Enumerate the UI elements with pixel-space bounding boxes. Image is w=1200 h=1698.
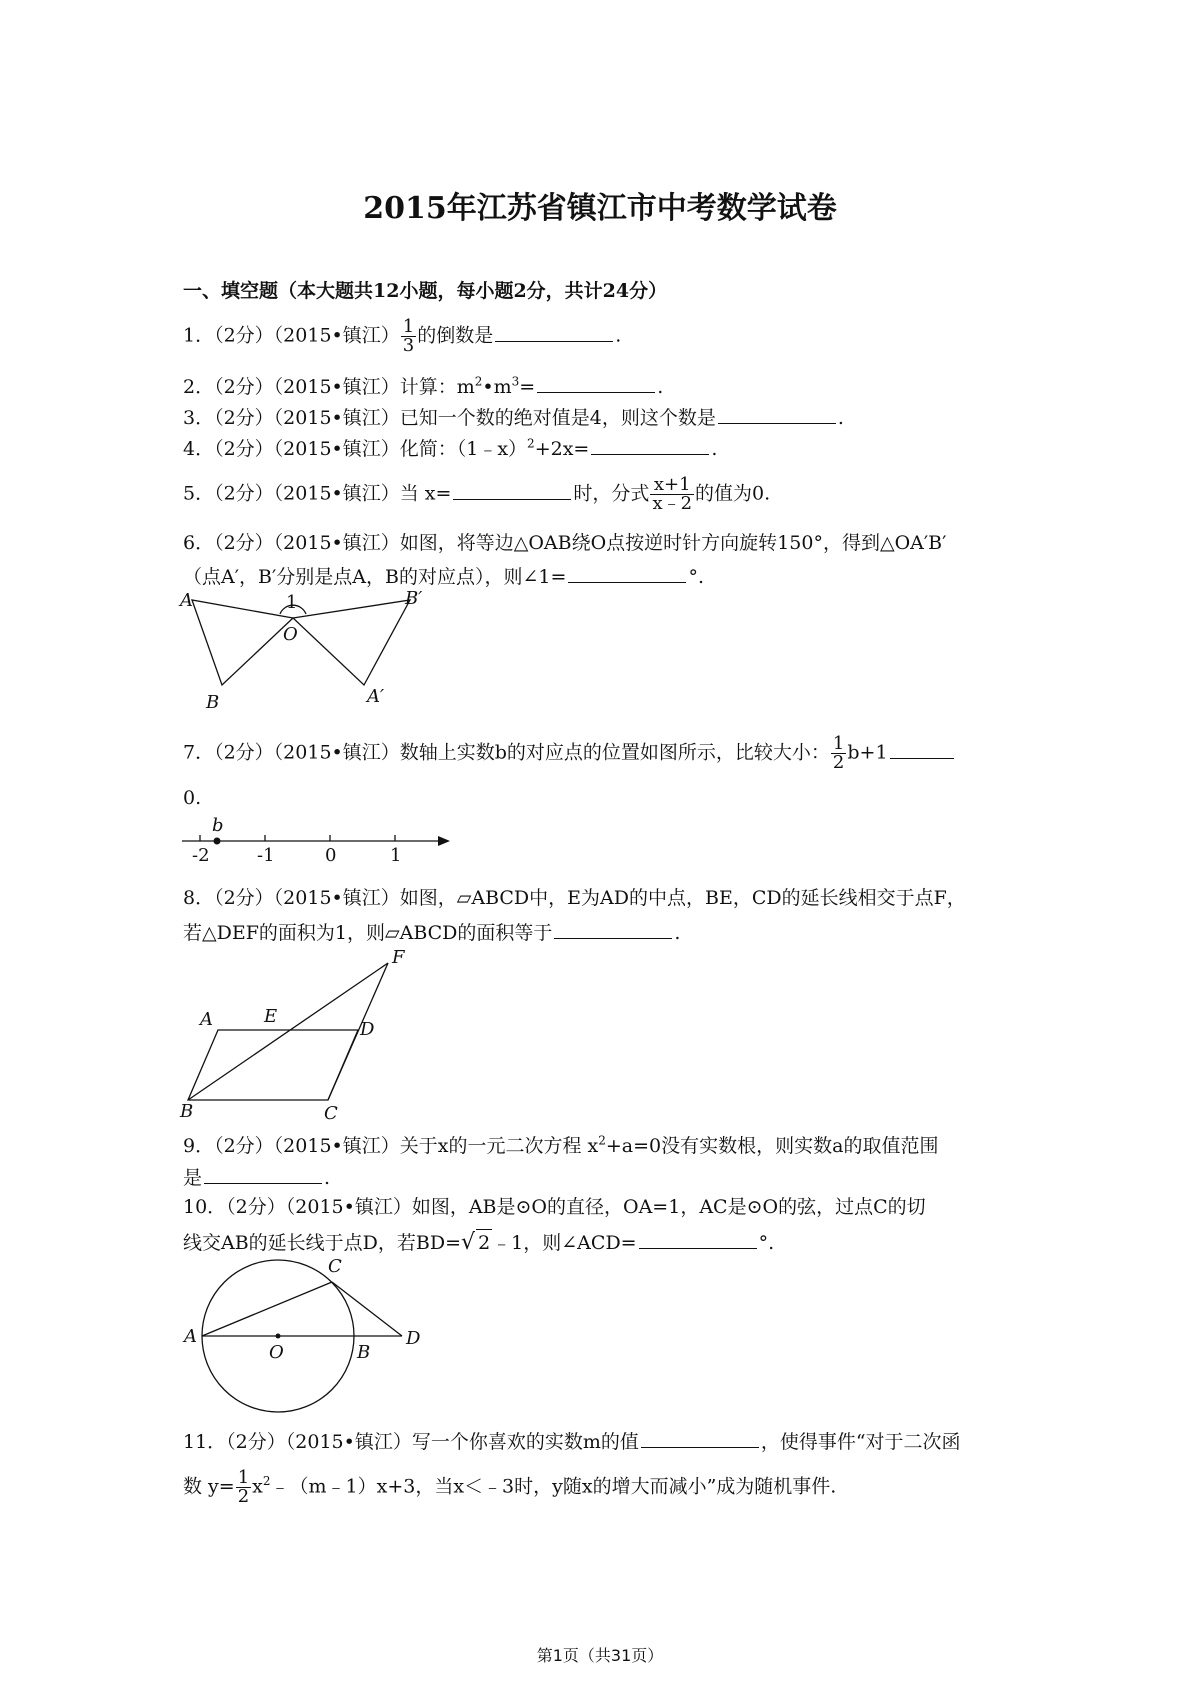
q2-mid: •m — [482, 376, 512, 398]
q4-exp: 2 — [527, 436, 535, 451]
question-9 — [183, 1133, 938, 1159]
label-A-prime: A′ — [367, 686, 385, 707]
q9-text: +a=0没有实数根，则实数a的取值范围 — [605, 1135, 939, 1157]
q11-fraction-den: 2 — [237, 1486, 250, 1507]
label-b: b — [212, 815, 224, 836]
point-b — [214, 838, 221, 845]
q11-x: x — [252, 1475, 263, 1498]
question-6-line-1: 6．（2分）（2015•镇江）如图，将等边△OAB绕O点按逆时针方向旋转150°，得到△OA′B′ — [183, 532, 947, 554]
page-footer: 第1页（共31页） — [536, 1646, 664, 1665]
tick-label-0: 0 — [325, 845, 337, 866]
q11-line2-pre: 数 y= — [183, 1475, 235, 1498]
q10-radicand: 2 — [476, 1229, 492, 1256]
center-point — [276, 1334, 281, 1339]
q2-text: = — [519, 376, 536, 398]
q4-answer-blank[interactable] — [591, 434, 709, 455]
tick-label-neg2: -2 — [192, 845, 210, 866]
q4-end: . — [711, 438, 718, 460]
question-4 — [183, 434, 717, 462]
q8-line2-text: 若△DEF的面积为1，则▱ABCD的面积等于 — [183, 922, 553, 944]
q7-answer-blank[interactable] — [890, 738, 954, 759]
page-title: 2015年江苏省镇江市中考数学试卷 — [363, 191, 837, 226]
q11-line1-text: 11．（2分）（2015•镇江）写一个你喜欢的实数m的值 — [183, 1431, 639, 1453]
q9-answer-blank[interactable] — [204, 1163, 322, 1184]
q11-answer-blank[interactable] — [641, 1427, 759, 1448]
label-1: 1 — [286, 592, 298, 613]
number-line-arrow — [438, 836, 450, 846]
figure-10-circle — [180, 1252, 430, 1417]
q8-end: . — [674, 922, 681, 944]
q11-line1-post: ，使得事件“对于二次函 — [760, 1431, 961, 1453]
q1-fraction-num: 1 — [402, 316, 415, 337]
q10-answer-blank[interactable] — [639, 1228, 757, 1249]
triangle-OAB — [192, 600, 293, 685]
label-B: B — [180, 1101, 194, 1122]
q7-text: b+1 — [847, 741, 888, 764]
q11-fraction — [236, 1469, 251, 1506]
label-F: F — [392, 947, 405, 968]
label-E: E — [264, 1006, 278, 1027]
q5-prefix: 5．（2分）（2015•镇江）当 x= — [183, 482, 452, 505]
q1-fraction — [401, 318, 416, 355]
tick-label-neg1: -1 — [257, 845, 275, 866]
chord-AC — [202, 1282, 332, 1336]
q9-prefix: 9．（2分）（2015•镇江）关于x的一元二次方程 x — [183, 1135, 599, 1157]
q6-end: °. — [688, 566, 704, 588]
q6-answer-blank[interactable] — [568, 562, 686, 583]
q5-text: 的值为0. — [695, 482, 771, 505]
figure-8-parallelogram — [180, 945, 420, 1125]
q11-exp: 2 — [262, 1474, 271, 1489]
question-11-line-1 — [183, 1427, 961, 1455]
question-10-line-1: 10．（2分）（2015•镇江）如图，AB是⊙O的直径，OA=1，AC是⊙O的弦，过点C的切 — [183, 1196, 926, 1218]
question-6-line-2 — [183, 562, 704, 590]
question-8-line-2 — [183, 918, 680, 946]
q4-text: +2x= — [534, 438, 590, 460]
q8-answer-blank[interactable] — [554, 918, 672, 939]
q6-line2-text: （点A′，B′分别是点A，B的对应点），则∠1= — [183, 566, 567, 588]
question-2 — [183, 372, 663, 400]
section-heading: 一、填空题（本大题共12小题，每小题2分，共计24分） — [183, 280, 668, 302]
q9-exp: 2 — [598, 1133, 606, 1148]
question-8-line-1: 8．（2分）（2015•镇江）如图，▱ABCD中，E为AD的中点，BE，CD的延长线相交于点F， — [183, 887, 966, 909]
label-B-prime: B′ — [405, 588, 423, 609]
q1-answer-blank[interactable] — [495, 321, 613, 342]
triangle-OApBp — [293, 600, 410, 685]
q7-fraction-den: 2 — [832, 752, 845, 773]
question-11-line-2 — [183, 1469, 836, 1506]
q2-exp-1: 2 — [474, 374, 483, 389]
question-7 — [183, 735, 956, 772]
question-3 — [183, 403, 844, 431]
label-B: B — [206, 692, 220, 713]
label-O: O — [269, 1342, 284, 1363]
label-D: D — [406, 1328, 421, 1349]
question-7-line-2: 0. — [183, 787, 202, 809]
sqrt-symbol: √ — [461, 1230, 476, 1255]
q5-answer-blank[interactable] — [453, 479, 571, 500]
q11-fraction-num: 1 — [237, 1467, 250, 1488]
q10-end: °. — [758, 1232, 775, 1254]
question-5 — [183, 476, 770, 513]
q2-prefix: 2．（2分）（2015•镇江）计算：m — [183, 376, 475, 398]
label-C: C — [324, 1103, 338, 1124]
figure-7-number-line — [180, 815, 455, 865]
tick-label-1: 1 — [390, 845, 402, 866]
label-D: D — [360, 1019, 375, 1040]
q1-prefix: 1．（2分）（2015•镇江） — [183, 324, 400, 347]
q10-line2-mid: ﹣1，则∠ACD= — [492, 1232, 637, 1254]
q5-mid: 时，分式 — [573, 482, 650, 505]
q11-line2-post: ﹣（m﹣1）x+3，当x＜﹣3时，y随x的增大而减小”成为随机事件. — [270, 1475, 837, 1498]
q9-line2-text: 是 — [183, 1167, 203, 1189]
q2-exp-2: 3 — [511, 374, 520, 389]
q7-fraction — [831, 735, 846, 772]
q3-prefix: 3．（2分）（2015•镇江）已知一个数的绝对值是4，则这个数是 — [183, 407, 716, 429]
q5-fraction — [650, 476, 694, 513]
figure-6-rotated-triangles — [180, 590, 440, 715]
q10-line2-text: 线交AB的延长线于点D，若BD= — [183, 1232, 462, 1254]
tangent-CD — [332, 1282, 402, 1336]
q7-prefix: 7．（2分）（2015•镇江）数轴上实数b的对应点的位置如图所示，比较大小： — [183, 741, 830, 764]
question-1 — [183, 318, 621, 355]
q1-end: . — [615, 324, 622, 347]
label-A: A — [184, 1326, 197, 1347]
question-9-line-2 — [183, 1163, 330, 1191]
label-O: O — [283, 624, 298, 645]
label-A: A — [200, 1009, 213, 1030]
q1-fraction-den: 3 — [402, 335, 415, 356]
q9-end: . — [324, 1167, 331, 1189]
q3-end: . — [837, 407, 844, 429]
q5-fraction-num: x+1 — [650, 476, 694, 495]
q2-end: . — [657, 376, 664, 398]
q1-text: 的倒数是 — [417, 324, 494, 347]
q2-answer-blank[interactable] — [537, 372, 655, 393]
q4-prefix: 4．（2分）（2015•镇江）化简：（1﹣x） — [183, 438, 528, 460]
label-B: B — [357, 1342, 371, 1363]
q7-fraction-num: 1 — [832, 733, 845, 754]
label-C: C — [328, 1256, 342, 1277]
label-A: A — [180, 590, 193, 611]
q5-fraction-den: x﹣2 — [652, 493, 693, 514]
q3-answer-blank[interactable] — [718, 403, 836, 424]
